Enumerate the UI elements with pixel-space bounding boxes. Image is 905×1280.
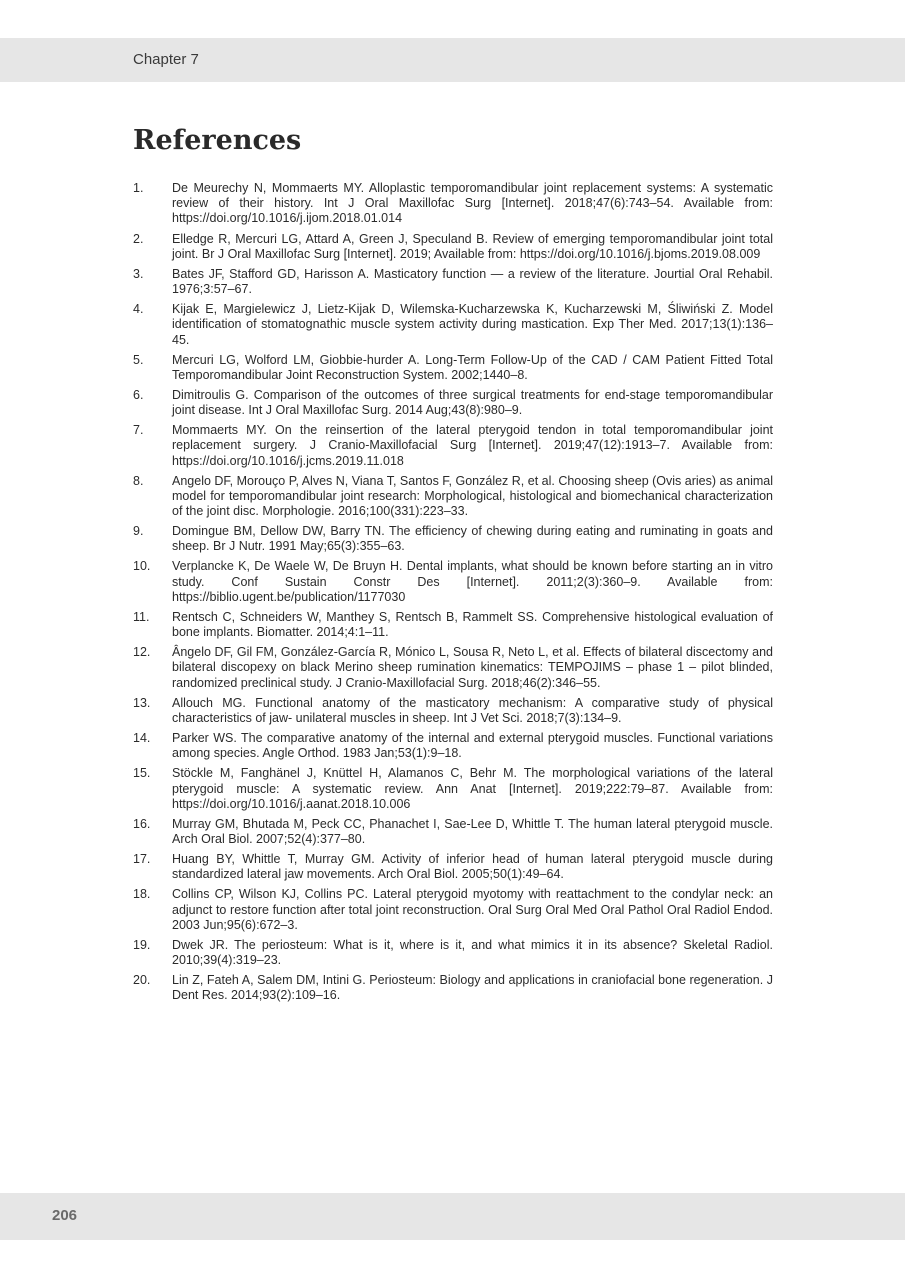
reference-number: 2.: [133, 231, 144, 246]
reference-text: Huang BY, Whittle T, Murray GM. Activity of inferior head of human lateral pterygoid muscle during standardized lateral jaw movements. Arch Oral Biol. 2005;50(1):49–64.: [172, 852, 773, 882]
reference-item: [133, 559, 773, 605]
reference-number: 8.: [133, 473, 144, 488]
reference-text: Angelo DF, Morouço P, Alves N, Viana T, Santos F, González R, et al. Choosing sheep (Ovis aries) as animal model for temporomandibular joint research: Morphological, histological and biomechanical characterization of the joint disc. Morphologie. 2016;100(331):223–33.: [172, 473, 773, 519]
reference-number: 13.: [133, 695, 151, 710]
reference-text: Lin Z, Fateh A, Salem DM, Intini G. Periosteum: Biology and applications in craniofacial bone regeneration. J Dent Res. 2014;93(2):109–16.: [172, 973, 773, 1003]
reference-text: Murray GM, Bhutada M, Peck CC, Phanachet I, Sae-Lee D, Whittle T. The human lateral pterygoid muscle. Arch Oral Biol. 2007;52(4):377–80.: [172, 816, 773, 847]
reference-item: [133, 610, 773, 640]
reference-number: 1.: [133, 181, 144, 195]
reference-text: Stöckle M, Fanghänel J, Knüttel H, Alamanos C, Behr M. The morphological variations of the lateral pterygoid muscle: A systematic review. Ann Anat [Internet]. 2019;222:79–87. Available from: https://doi.org/10.1016/j.aanat.2018.10.006: [172, 766, 773, 811]
reference-number: 7.: [133, 423, 144, 438]
reference-text: Verplancke K, De Waele W, De Bruyn H. Dental implants, what should be known before starting an in vitro study. Conf Sustain Constr Des [Internet]. 2011;2(3):360–9. Available from: https://biblio.ugent.be/publication/1177030: [172, 559, 773, 604]
reference-item: [133, 388, 773, 418]
reference-item: [133, 645, 773, 691]
reference-number: 3.: [133, 266, 144, 281]
reference-item: [133, 181, 773, 227]
reference-text: Allouch MG. Functional anatomy of the masticatory mechanism: A comparative study of physical characteristics of jaw- unilateral muscles in sheep. Int J Vet Sci. 2018;7(3):134–9.: [172, 695, 773, 725]
reference-number: 4.: [133, 302, 144, 317]
reference-item: [133, 973, 773, 1003]
reference-text: Bates JF, Stafford GD, Harisson A. Masticatory function — a review of the literature. Jourtial Oral Rehabil. 1976;3:57–67.: [172, 266, 773, 296]
reference-item: [133, 423, 773, 469]
reference-item: [133, 696, 773, 726]
reference-item: [133, 302, 773, 348]
reference-text: Ângelo DF, Gil FM, González-García R, Mónico L, Sousa R, Neto L, et al. Effects of bilateral discectomy and bilateral discopexy on black Merino sheep rumination kinematics: TEMPOJIMS – phase 1 – pilot blinded, randomized preclinical study. J Cranio-Maxillofacial Surg. 2018;46(2):346–55.: [172, 645, 773, 690]
reference-item: [133, 232, 773, 262]
reference-list: [133, 181, 773, 1009]
reference-text: Dimitroulis G. Comparison of the outcomes of three surgical treatments for end-stage temporomandibular joint disease. Int J Oral Maxillofac Surg. 2014 Aug;43(8):980–9.: [172, 387, 773, 418]
reference-text: Parker WS. The comparative anatomy of the internal and external pterygoid muscles. Functional variations among species. Angle Orthod. 1983 Jan;53(1):9–18.: [172, 731, 773, 761]
page-title: References: [133, 125, 302, 156]
reference-text: Rentsch C, Schneiders W, Manthey S, Rentsch B, Rammelt SS. Comprehensive histological evaluation of bone implants. Biomatter. 2014;4:1–11.: [172, 609, 773, 640]
reference-text: Domingue BM, Dellow DW, Barry TN. The efficiency of chewing during eating and ruminating in goats and sheep. Br J Nutr. 1991 May;65(3):355–63.: [172, 524, 773, 554]
reference-item: [133, 474, 773, 520]
reference-number: 10.: [133, 559, 151, 574]
reference-text: Dwek JR. The periosteum: What is it, where is it, and what mimics it in its absence? Skeletal Radiol. 2010;39(4):319–23.: [172, 937, 773, 968]
reference-item: [133, 353, 773, 383]
reference-number: 19.: [133, 937, 151, 952]
reference-item: [133, 887, 773, 933]
reference-item: [133, 766, 773, 812]
reference-item: [133, 731, 773, 761]
page-footer: [0, 1193, 905, 1240]
reference-number: 9.: [133, 524, 144, 539]
reference-text: Collins CP, Wilson KJ, Collins PC. Lateral pterygoid myotomy with reattachment to the condylar neck: an adjunct to restore function after total joint reconstruction. Oral Surg Oral Med Oral Pathol Oral Radiol Endod. 2003 Jun;95(6):672–3.: [172, 887, 773, 932]
reference-number: 12.: [133, 645, 151, 660]
reference-text: Kijak E, Margielewicz J, Lietz-Kijak D, Wilemska-Kucharzewska K, Kucharzewski M, Śliwiński Z. Model identification of stomatognathic muscle system activity during mastication. Exp Ther Med. 2017;13(1):136–45.: [172, 302, 773, 347]
reference-item: [133, 267, 773, 297]
reference-text: Mommaerts MY. On the reinsertion of the lateral pterygoid tendon in total temporomandibular joint replacement surgery. J Cranio-Maxillofacial Surg [Internet]. 2019;47(12):1913–7. Available from: https://doi.org/10.1016/j.jcms.2019.11.018: [172, 423, 773, 468]
reference-number: 16.: [133, 816, 151, 831]
page-number: 206: [52, 1207, 78, 1224]
reference-item: [133, 938, 773, 968]
reference-text: Mercuri LG, Wolford LM, Giobbie-hurder A. Long-Term Follow-Up of the CAD / CAM Patient Fitted Total Temporomandibular Joint Reconstruction System. 2002;1440–8.: [172, 352, 773, 382]
chapter-label: Chapter 7: [133, 51, 199, 68]
reference-number: 5.: [133, 352, 144, 367]
reference-item: [133, 817, 773, 847]
reference-text: De Meurechy N, Mommaerts MY. Alloplastic temporomandibular joint replacement systems: A systematic review of their history. Int J Oral Maxillofac Surg [Internet]. 2018;47(6):743–54. Available from: https://doi.org/10.1016/j.ijom.2018.01.014: [172, 181, 773, 226]
reference-number: 18.: [133, 887, 151, 902]
page-header: [0, 38, 905, 82]
reference-number: 6.: [133, 387, 144, 402]
reference-item: [133, 852, 773, 882]
reference-number: 17.: [133, 852, 151, 867]
reference-number: 15.: [133, 766, 151, 781]
reference-item: [133, 524, 773, 554]
reference-number: 14.: [133, 731, 151, 746]
reference-number: 20.: [133, 973, 151, 988]
reference-text: Elledge R, Mercuri LG, Attard A, Green J, Speculand B. Review of emerging temporomandibular joint total joint. Br J Oral Maxillofac Surg [Internet]. 2019; Available from: https://doi.org/10.1016/j.bjoms.2019.08.009: [172, 231, 773, 261]
reference-number: 11.: [133, 609, 150, 624]
